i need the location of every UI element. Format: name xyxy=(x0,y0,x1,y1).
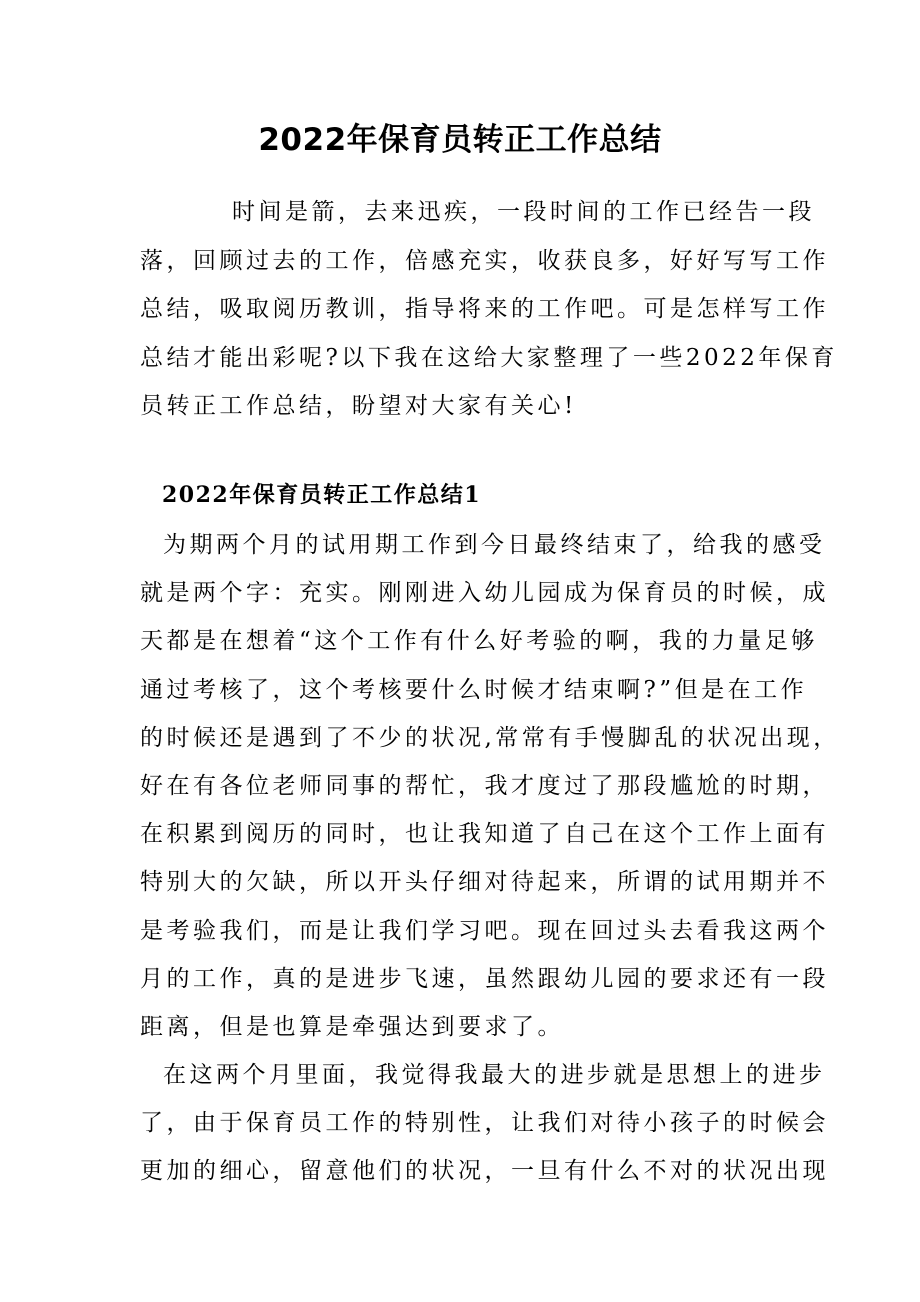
intro-line: 员转正工作总结，盼望对大家有关心! xyxy=(140,393,577,419)
body-text xyxy=(140,521,840,1196)
paragraph-1-line: 是考验我们，而是让我们学习吧。现在回过头去看我这两个 xyxy=(140,917,829,944)
paragraph-2-line: 了，由于保育员工作的特别性，让我们对待小孩子的时候会 xyxy=(140,1110,829,1137)
section-heading: 2022年保育员转正工作总结1 xyxy=(162,482,482,508)
paragraph-2-line: 更加的细心，留意他们的状况，一旦有什么不对的状况出现 xyxy=(140,1158,829,1185)
paragraph-1-line: 好在有各位老师同事的帮忙，我才度过了那段尴尬的时期， xyxy=(140,772,829,799)
intro-line: 总结才能出彩呢?以下我在这给大家整理了一些2022年保育 xyxy=(140,344,838,371)
paragraph-1-line: 为期两个月的试用期工作到今日最终结束了，给我的感受 xyxy=(163,532,826,558)
paragraph-1-line: 就是两个字：充实。刚刚进入幼儿园成为保育员的时候，成 xyxy=(140,580,829,607)
paragraph-1-line: 特别大的欠缺，所以开头仔细对待起来，所谓的试用期并不 xyxy=(140,869,829,896)
paragraph-1-line: 月的工作，真的是进步飞速，虽然跟幼儿园的要求还有一段 xyxy=(140,965,829,992)
intro-line: 时间是箭，去来迅疾，一段时间的工作已经告一段 xyxy=(232,199,815,225)
intro-paragraph xyxy=(140,188,838,431)
document-title: 2022年保育员转正工作总结 xyxy=(258,122,662,158)
paragraph-1-line: 天都是在想着“这个工作有什么好考验的啊，我的力量足够 xyxy=(140,628,818,655)
paragraph-2-line: 在这两个月里面，我觉得我最大的进步就是思想上的进步 xyxy=(163,1062,826,1089)
paragraph-1-line: 通过考核了，这个考核要什么时候才结束啊?”但是在工作 xyxy=(140,676,808,703)
paragraph-1-line: 在积累到阅历的同时，也让我知道了自己在这个工作上面有 xyxy=(140,821,829,848)
intro-line: 总结，吸取阅历教训，指导将来的工作吧。可是怎样写工作 xyxy=(140,296,829,322)
intro-line: 落，回顾过去的工作，倍感充实，收获良多，好好写写工作 xyxy=(140,247,829,274)
paragraph-1-line: 距离，但是也算是牵强达到要求了。 xyxy=(140,1013,564,1040)
paragraph-1-line: 的时候还是遇到了不少的状况,常常有手慢脚乱的状况出现， xyxy=(140,724,840,751)
